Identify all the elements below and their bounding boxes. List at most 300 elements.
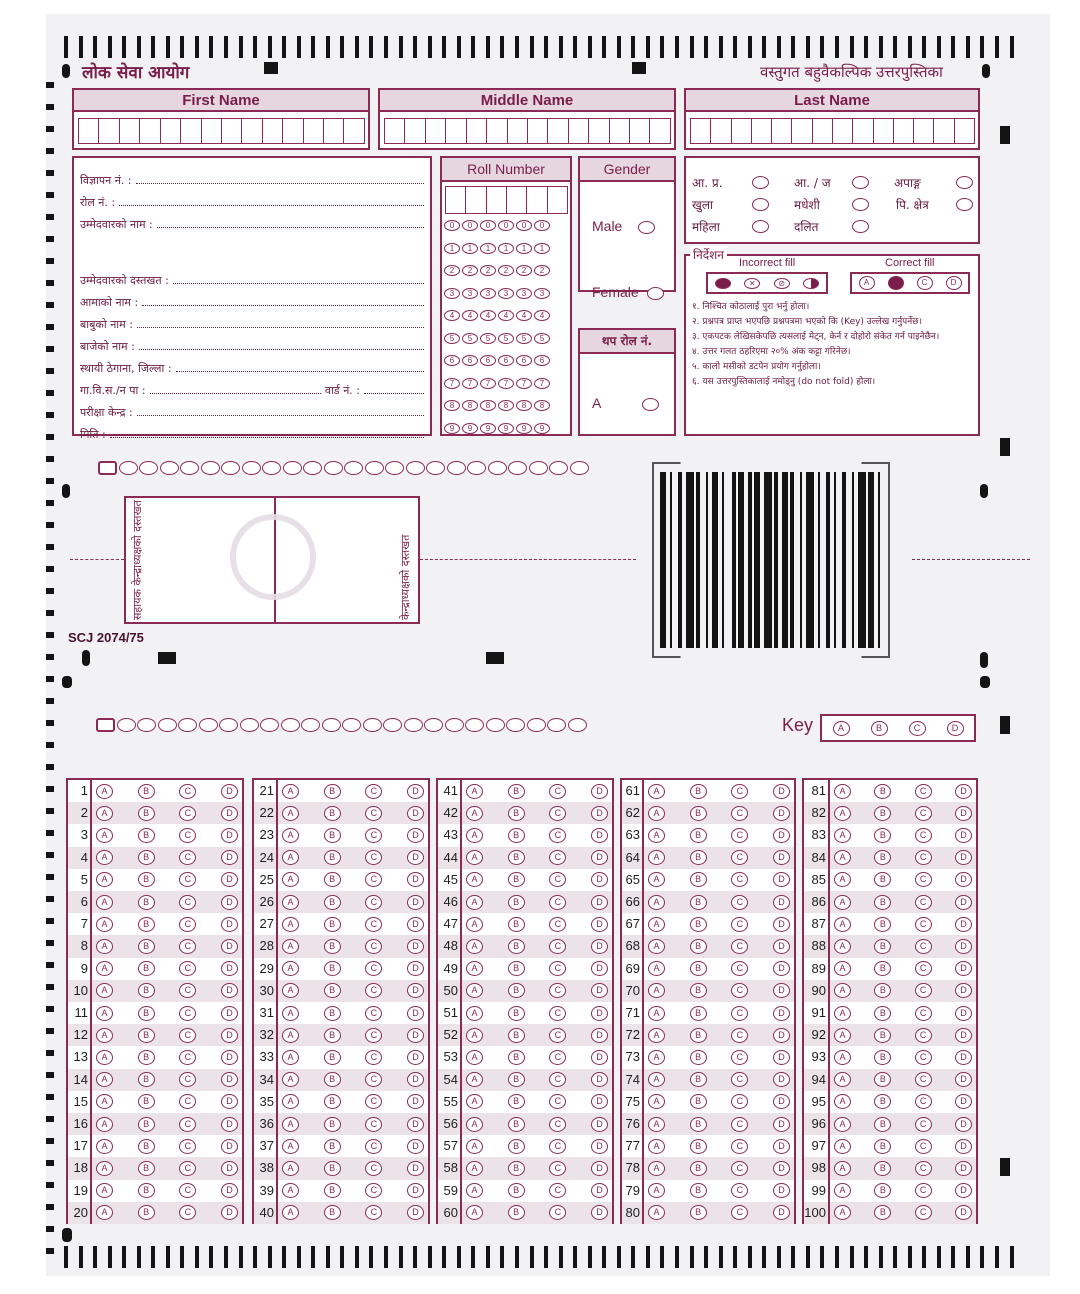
roll-digit-bubble[interactable]: 9 bbox=[444, 423, 460, 434]
answer-bubble-d[interactable]: D bbox=[773, 983, 790, 998]
answer-bubble-c[interactable]: C bbox=[549, 1117, 566, 1132]
roll-digit-bubble[interactable]: 1 bbox=[480, 243, 496, 254]
answer-bubble-b[interactable]: B bbox=[508, 1094, 525, 1109]
roll-digit-bubble[interactable]: 3 bbox=[534, 288, 550, 299]
answer-bubble-d[interactable]: D bbox=[955, 939, 972, 954]
answer-bubble-c[interactable]: C bbox=[731, 939, 748, 954]
answer-bubble-c[interactable]: C bbox=[549, 1050, 566, 1065]
form-field-line[interactable] bbox=[119, 205, 424, 206]
form-field-line[interactable] bbox=[137, 327, 424, 328]
answer-bubble-a[interactable]: A bbox=[466, 1117, 483, 1132]
answer-bubble-d[interactable]: D bbox=[773, 872, 790, 887]
roll-digit-bubble[interactable]: 7 bbox=[534, 378, 550, 389]
answer-bubble-b[interactable]: B bbox=[690, 1205, 707, 1220]
answer-bubble-b[interactable]: B bbox=[508, 939, 525, 954]
answer-bubble-a[interactable]: A bbox=[282, 917, 299, 932]
answer-bubble-b[interactable]: B bbox=[874, 895, 891, 910]
answer-bubble-d[interactable]: D bbox=[955, 983, 972, 998]
answer-bubble-c[interactable]: C bbox=[549, 784, 566, 799]
answer-bubble-d[interactable]: D bbox=[407, 1183, 424, 1198]
answer-bubble-b[interactable]: B bbox=[324, 939, 341, 954]
answer-bubble-a[interactable]: A bbox=[282, 1205, 299, 1220]
answer-bubble-c[interactable]: C bbox=[731, 806, 748, 821]
answer-bubble-c[interactable]: C bbox=[179, 961, 196, 976]
answer-bubble-a[interactable]: A bbox=[96, 806, 113, 821]
serial-bubble[interactable] bbox=[404, 718, 423, 732]
answer-bubble-b[interactable]: B bbox=[324, 895, 341, 910]
roll-number-cells[interactable] bbox=[442, 182, 570, 214]
answer-bubble-b[interactable]: B bbox=[138, 784, 155, 799]
answer-bubble-d[interactable]: D bbox=[955, 1205, 972, 1220]
answer-bubble-b[interactable]: B bbox=[324, 784, 341, 799]
roll-digit-bubble[interactable]: 3 bbox=[480, 288, 496, 299]
answer-bubble-c[interactable]: C bbox=[365, 1161, 382, 1176]
answer-bubble-a[interactable]: A bbox=[282, 1117, 299, 1132]
answer-bubble-c[interactable]: C bbox=[365, 806, 382, 821]
serial-bubble[interactable] bbox=[283, 461, 302, 475]
answer-bubble-d[interactable]: D bbox=[221, 1183, 238, 1198]
answer-bubble-c[interactable]: C bbox=[549, 1028, 566, 1043]
roll-digit-cell[interactable] bbox=[547, 186, 569, 214]
answer-bubble-a[interactable]: A bbox=[96, 1050, 113, 1065]
answer-bubble-c[interactable]: C bbox=[179, 1205, 196, 1220]
answer-bubble-d[interactable]: D bbox=[955, 1072, 972, 1087]
answer-bubble-c[interactable]: C bbox=[915, 939, 932, 954]
gender-male[interactable] bbox=[592, 218, 655, 234]
name-letter-cell[interactable] bbox=[588, 118, 610, 144]
name-letter-cell[interactable] bbox=[282, 118, 304, 144]
answer-bubble-d[interactable]: D bbox=[407, 1006, 424, 1021]
name-letter-cell[interactable] bbox=[78, 118, 100, 144]
roll-digit-bubble[interactable]: 6 bbox=[444, 355, 460, 366]
answer-bubble-b[interactable]: B bbox=[508, 917, 525, 932]
answer-bubble-b[interactable]: B bbox=[138, 850, 155, 865]
gender-male-bubble[interactable] bbox=[638, 221, 655, 234]
name-letter-cell[interactable] bbox=[527, 118, 549, 144]
serial-bubble[interactable] bbox=[445, 718, 464, 732]
answer-bubble-b[interactable]: B bbox=[874, 1006, 891, 1021]
serial-bubble[interactable] bbox=[486, 718, 505, 732]
answer-bubble-b[interactable]: B bbox=[874, 939, 891, 954]
answer-bubble-c[interactable]: C bbox=[549, 939, 566, 954]
answer-bubble-a[interactable]: A bbox=[282, 1050, 299, 1065]
answer-bubble-d[interactable]: D bbox=[407, 784, 424, 799]
serial-bubble[interactable] bbox=[242, 461, 261, 475]
answer-bubble-b[interactable]: B bbox=[324, 850, 341, 865]
key-option-bubble[interactable]: B bbox=[871, 721, 888, 736]
answer-bubble-c[interactable]: C bbox=[365, 1117, 382, 1132]
answer-bubble-b[interactable]: B bbox=[324, 1050, 341, 1065]
answer-bubble-a[interactable]: A bbox=[96, 1139, 113, 1154]
roll-digit-bubble[interactable]: 1 bbox=[498, 243, 514, 254]
name-letter-cell[interactable] bbox=[690, 118, 712, 144]
answer-bubble-a[interactable]: A bbox=[466, 1006, 483, 1021]
answer-bubble-a[interactable]: A bbox=[466, 784, 483, 799]
serial-bubble[interactable] bbox=[96, 718, 115, 732]
answer-bubble-a[interactable]: A bbox=[96, 1072, 113, 1087]
answer-bubble-d[interactable]: D bbox=[773, 828, 790, 843]
answer-bubble-a[interactable]: A bbox=[282, 1006, 299, 1021]
last-name-cells[interactable] bbox=[686, 112, 978, 144]
answer-bubble-a[interactable]: A bbox=[282, 828, 299, 843]
answer-bubble-c[interactable]: C bbox=[179, 784, 196, 799]
answer-bubble-b[interactable]: B bbox=[138, 872, 155, 887]
first-name-cells[interactable] bbox=[74, 112, 368, 144]
name-letter-cell[interactable] bbox=[486, 118, 508, 144]
gender-female[interactable] bbox=[592, 284, 664, 300]
answer-bubble-b[interactable]: B bbox=[138, 1139, 155, 1154]
answer-bubble-d[interactable]: D bbox=[591, 1094, 608, 1109]
roll-digit-bubble[interactable]: 8 bbox=[516, 400, 532, 411]
serial-bubble[interactable] bbox=[529, 461, 548, 475]
answer-bubble-d[interactable]: D bbox=[407, 1117, 424, 1132]
answer-bubble-c[interactable]: C bbox=[365, 983, 382, 998]
answer-bubble-b[interactable]: B bbox=[138, 1094, 155, 1109]
answer-bubble-d[interactable]: D bbox=[407, 1139, 424, 1154]
roll-digit-bubble[interactable]: 4 bbox=[498, 310, 514, 321]
answer-bubble-b[interactable]: B bbox=[690, 895, 707, 910]
category-bubble[interactable] bbox=[956, 198, 973, 211]
answer-bubble-d[interactable]: D bbox=[773, 1117, 790, 1132]
answer-bubble-a[interactable]: A bbox=[648, 784, 665, 799]
answer-bubble-d[interactable]: D bbox=[221, 1050, 238, 1065]
answer-bubble-b[interactable]: B bbox=[874, 1028, 891, 1043]
answer-bubble-b[interactable]: B bbox=[874, 1139, 891, 1154]
answer-bubble-d[interactable]: D bbox=[773, 1028, 790, 1043]
answer-bubble-b[interactable]: B bbox=[874, 1205, 891, 1220]
answer-bubble-d[interactable]: D bbox=[407, 850, 424, 865]
answer-bubble-c[interactable]: C bbox=[179, 850, 196, 865]
answer-bubble-d[interactable]: D bbox=[591, 1183, 608, 1198]
answer-bubble-d[interactable]: D bbox=[773, 1094, 790, 1109]
answer-bubble-c[interactable]: C bbox=[731, 850, 748, 865]
answer-bubble-c[interactable]: C bbox=[365, 872, 382, 887]
answer-bubble-c[interactable]: C bbox=[731, 1183, 748, 1198]
answer-bubble-d[interactable]: D bbox=[221, 1205, 238, 1220]
answer-bubble-c[interactable]: C bbox=[365, 1205, 382, 1220]
answer-bubble-a[interactable]: A bbox=[466, 895, 483, 910]
answer-bubble-a[interactable]: A bbox=[834, 1139, 851, 1154]
answer-bubble-b[interactable]: B bbox=[508, 1205, 525, 1220]
key-option-bubble[interactable]: C bbox=[909, 721, 926, 736]
answer-bubble-b[interactable]: B bbox=[874, 828, 891, 843]
answer-bubble-c[interactable]: C bbox=[915, 784, 932, 799]
answer-bubble-a[interactable]: A bbox=[648, 895, 665, 910]
answer-bubble-b[interactable]: B bbox=[690, 828, 707, 843]
answer-bubble-d[interactable]: D bbox=[955, 850, 972, 865]
answer-bubble-c[interactable]: C bbox=[179, 872, 196, 887]
category-bubble[interactable] bbox=[852, 198, 869, 211]
roll-digit-bubble[interactable]: 7 bbox=[516, 378, 532, 389]
answer-bubble-b[interactable]: B bbox=[874, 1117, 891, 1132]
answer-bubble-c[interactable]: C bbox=[365, 850, 382, 865]
answer-bubble-a[interactable]: A bbox=[96, 850, 113, 865]
answer-bubble-b[interactable]: B bbox=[138, 1161, 155, 1176]
answer-bubble-d[interactable]: D bbox=[221, 895, 238, 910]
answer-bubble-b[interactable]: B bbox=[138, 1205, 155, 1220]
serial-bubble[interactable] bbox=[363, 718, 382, 732]
answer-bubble-a[interactable]: A bbox=[648, 983, 665, 998]
answer-bubble-b[interactable]: B bbox=[138, 895, 155, 910]
name-letter-cell[interactable] bbox=[873, 118, 895, 144]
answer-bubble-b[interactable]: B bbox=[324, 1072, 341, 1087]
roll-digit-bubble[interactable]: 7 bbox=[480, 378, 496, 389]
answer-bubble-b[interactable]: B bbox=[874, 1183, 891, 1198]
roll-digit-bubble[interactable]: 8 bbox=[444, 400, 460, 411]
serial-bubble[interactable] bbox=[467, 461, 486, 475]
answer-bubble-c[interactable]: C bbox=[365, 961, 382, 976]
answer-bubble-d[interactable]: D bbox=[773, 1161, 790, 1176]
answer-bubble-a[interactable]: A bbox=[96, 917, 113, 932]
answer-bubble-a[interactable]: A bbox=[648, 1050, 665, 1065]
roll-digit-bubble[interactable]: 8 bbox=[462, 400, 478, 411]
answer-bubble-d[interactable]: D bbox=[591, 961, 608, 976]
answer-bubble-c[interactable]: C bbox=[365, 828, 382, 843]
name-letter-cell[interactable] bbox=[201, 118, 223, 144]
roll-digit-bubble[interactable]: 2 bbox=[462, 265, 478, 276]
form-field-line[interactable] bbox=[136, 183, 424, 184]
answer-bubble-a[interactable]: A bbox=[466, 1072, 483, 1087]
answer-bubble-a[interactable]: A bbox=[466, 828, 483, 843]
answer-bubble-d[interactable]: D bbox=[955, 1050, 972, 1065]
name-letter-cell[interactable] bbox=[343, 118, 365, 144]
answer-bubble-a[interactable]: A bbox=[282, 806, 299, 821]
serial-bubble[interactable] bbox=[262, 461, 281, 475]
roll-digit-bubble[interactable]: 1 bbox=[462, 243, 478, 254]
roll-digit-bubble[interactable]: 3 bbox=[462, 288, 478, 299]
answer-bubble-b[interactable]: B bbox=[690, 1139, 707, 1154]
roll-digit-bubble[interactable]: 2 bbox=[534, 265, 550, 276]
answer-bubble-c[interactable]: C bbox=[179, 1028, 196, 1043]
category-bubble[interactable] bbox=[752, 198, 769, 211]
answer-bubble-a[interactable]: A bbox=[466, 806, 483, 821]
answer-bubble-c[interactable]: C bbox=[365, 1094, 382, 1109]
answer-bubble-d[interactable]: D bbox=[591, 1072, 608, 1087]
name-letter-cell[interactable] bbox=[466, 118, 488, 144]
answer-bubble-d[interactable]: D bbox=[773, 1183, 790, 1198]
roll-digit-bubble[interactable]: 4 bbox=[480, 310, 496, 321]
roll-digit-bubble[interactable]: 1 bbox=[516, 243, 532, 254]
answer-bubble-c[interactable]: C bbox=[179, 1117, 196, 1132]
answer-bubble-a[interactable]: A bbox=[648, 917, 665, 932]
answer-bubble-c[interactable]: C bbox=[179, 939, 196, 954]
answer-bubble-a[interactable]: A bbox=[834, 917, 851, 932]
serial-bubble[interactable] bbox=[342, 718, 361, 732]
answer-bubble-d[interactable]: D bbox=[591, 806, 608, 821]
answer-bubble-a[interactable]: A bbox=[648, 1139, 665, 1154]
answer-bubble-d[interactable]: D bbox=[407, 828, 424, 843]
serial-bubble[interactable] bbox=[424, 718, 443, 732]
answer-bubble-d[interactable]: D bbox=[221, 1161, 238, 1176]
ward-line[interactable] bbox=[364, 393, 424, 394]
answer-bubble-b[interactable]: B bbox=[508, 784, 525, 799]
answer-bubble-c[interactable]: C bbox=[915, 1117, 932, 1132]
serial-bubble[interactable] bbox=[221, 461, 240, 475]
answer-bubble-c[interactable]: C bbox=[915, 1205, 932, 1220]
answer-bubble-a[interactable]: A bbox=[96, 895, 113, 910]
gender-female-bubble[interactable] bbox=[647, 287, 664, 300]
roll-digit-bubble[interactable]: 0 bbox=[516, 220, 532, 231]
answer-bubble-c[interactable]: C bbox=[915, 1161, 932, 1176]
answer-bubble-d[interactable]: D bbox=[221, 1028, 238, 1043]
answer-bubble-d[interactable]: D bbox=[591, 1006, 608, 1021]
roll-digit-cell[interactable] bbox=[445, 186, 467, 214]
answer-bubble-a[interactable]: A bbox=[282, 895, 299, 910]
answer-bubble-c[interactable]: C bbox=[731, 828, 748, 843]
answer-bubble-a[interactable]: A bbox=[834, 1094, 851, 1109]
answer-bubble-c[interactable]: C bbox=[915, 1028, 932, 1043]
name-letter-cell[interactable] bbox=[241, 118, 263, 144]
name-letter-cell[interactable] bbox=[568, 118, 590, 144]
answer-bubble-d[interactable]: D bbox=[591, 1050, 608, 1065]
answer-bubble-c[interactable]: C bbox=[915, 806, 932, 821]
roll-digit-bubble[interactable]: 3 bbox=[498, 288, 514, 299]
category-bubble[interactable] bbox=[752, 176, 769, 189]
answer-bubble-b[interactable]: B bbox=[508, 850, 525, 865]
answer-bubble-d[interactable]: D bbox=[591, 895, 608, 910]
answer-bubble-c[interactable]: C bbox=[915, 1139, 932, 1154]
answer-bubble-d[interactable]: D bbox=[955, 1161, 972, 1176]
answer-bubble-a[interactable]: A bbox=[282, 850, 299, 865]
answer-bubble-b[interactable]: B bbox=[508, 806, 525, 821]
answer-bubble-d[interactable]: D bbox=[407, 983, 424, 998]
answer-bubble-b[interactable]: B bbox=[138, 1117, 155, 1132]
answer-bubble-c[interactable]: C bbox=[915, 1072, 932, 1087]
category-bubble[interactable] bbox=[852, 176, 869, 189]
answer-bubble-d[interactable]: D bbox=[407, 1050, 424, 1065]
name-letter-cell[interactable] bbox=[710, 118, 732, 144]
answer-bubble-b[interactable]: B bbox=[324, 1139, 341, 1154]
answer-bubble-c[interactable]: C bbox=[915, 983, 932, 998]
middle-name-cells[interactable] bbox=[380, 112, 674, 144]
answer-bubble-b[interactable]: B bbox=[324, 961, 341, 976]
answer-bubble-c[interactable]: C bbox=[365, 917, 382, 932]
answer-bubble-c[interactable]: C bbox=[549, 895, 566, 910]
answer-bubble-c[interactable]: C bbox=[179, 1161, 196, 1176]
roll-digit-bubble[interactable]: 5 bbox=[444, 333, 460, 344]
answer-bubble-c[interactable]: C bbox=[731, 1028, 748, 1043]
answer-bubble-a[interactable]: A bbox=[834, 1006, 851, 1021]
answer-bubble-d[interactable]: D bbox=[221, 850, 238, 865]
key-option-bubble[interactable]: A bbox=[833, 721, 850, 736]
answer-bubble-a[interactable]: A bbox=[466, 1050, 483, 1065]
answer-bubble-d[interactable]: D bbox=[591, 1117, 608, 1132]
serial-bubble[interactable] bbox=[98, 461, 117, 475]
answer-bubble-b[interactable]: B bbox=[690, 983, 707, 998]
answer-bubble-a[interactable]: A bbox=[282, 1028, 299, 1043]
answer-bubble-d[interactable]: D bbox=[221, 828, 238, 843]
answer-bubble-b[interactable]: B bbox=[690, 1006, 707, 1021]
serial-bubble[interactable] bbox=[117, 718, 136, 732]
answer-bubble-c[interactable]: C bbox=[549, 806, 566, 821]
answer-bubble-a[interactable]: A bbox=[834, 983, 851, 998]
serial-bubble[interactable] bbox=[281, 718, 300, 732]
answer-bubble-d[interactable]: D bbox=[407, 806, 424, 821]
name-letter-cell[interactable] bbox=[98, 118, 120, 144]
answer-bubble-a[interactable]: A bbox=[466, 1205, 483, 1220]
roll-digit-bubble[interactable]: 7 bbox=[462, 378, 478, 389]
category-bubble[interactable] bbox=[956, 176, 973, 189]
answer-bubble-c[interactable]: C bbox=[365, 1139, 382, 1154]
answer-bubble-b[interactable]: B bbox=[138, 828, 155, 843]
answer-bubble-a[interactable]: A bbox=[282, 983, 299, 998]
answer-bubble-c[interactable]: C bbox=[365, 784, 382, 799]
answer-bubble-c[interactable]: C bbox=[915, 850, 932, 865]
name-letter-cell[interactable] bbox=[791, 118, 813, 144]
answer-bubble-b[interactable]: B bbox=[508, 983, 525, 998]
answer-bubble-a[interactable]: A bbox=[648, 828, 665, 843]
roll-digit-bubble[interactable]: 6 bbox=[480, 355, 496, 366]
answer-bubble-b[interactable]: B bbox=[508, 1006, 525, 1021]
answer-bubble-d[interactable]: D bbox=[773, 806, 790, 821]
roll-digit-bubble[interactable]: 8 bbox=[498, 400, 514, 411]
answer-bubble-a[interactable]: A bbox=[834, 895, 851, 910]
serial-bubble[interactable] bbox=[465, 718, 484, 732]
answer-bubble-d[interactable]: D bbox=[955, 1006, 972, 1021]
answer-bubble-d[interactable]: D bbox=[591, 1139, 608, 1154]
name-letter-cell[interactable] bbox=[913, 118, 935, 144]
roll-digit-bubble[interactable]: 7 bbox=[444, 378, 460, 389]
answer-bubble-b[interactable]: B bbox=[324, 1028, 341, 1043]
answer-bubble-d[interactable]: D bbox=[955, 1094, 972, 1109]
answer-bubble-c[interactable]: C bbox=[179, 1072, 196, 1087]
answer-bubble-a[interactable]: A bbox=[648, 850, 665, 865]
serial-bubble[interactable] bbox=[158, 718, 177, 732]
answer-bubble-a[interactable]: A bbox=[834, 1050, 851, 1065]
answer-bubble-d[interactable]: D bbox=[221, 1094, 238, 1109]
answer-bubble-c[interactable]: C bbox=[731, 1117, 748, 1132]
answer-bubble-c[interactable]: C bbox=[179, 1006, 196, 1021]
answer-bubble-d[interactable]: D bbox=[773, 939, 790, 954]
answer-bubble-b[interactable]: B bbox=[690, 1072, 707, 1087]
serial-bubble[interactable] bbox=[301, 718, 320, 732]
roll-digit-bubble[interactable]: 8 bbox=[480, 400, 496, 411]
answer-bubble-b[interactable]: B bbox=[138, 917, 155, 932]
answer-bubble-a[interactable]: A bbox=[96, 1183, 113, 1198]
form-field-line[interactable] bbox=[157, 227, 424, 228]
answer-bubble-b[interactable]: B bbox=[874, 1072, 891, 1087]
answer-bubble-a[interactable]: A bbox=[96, 1006, 113, 1021]
roll-digit-bubble[interactable]: 9 bbox=[534, 423, 550, 434]
form-field-line[interactable] bbox=[142, 305, 424, 306]
answer-bubble-a[interactable]: A bbox=[466, 1161, 483, 1176]
answer-bubble-b[interactable]: B bbox=[508, 1161, 525, 1176]
answer-bubble-b[interactable]: B bbox=[874, 1161, 891, 1176]
answer-bubble-a[interactable]: A bbox=[96, 784, 113, 799]
answer-bubble-c[interactable]: C bbox=[365, 895, 382, 910]
answer-bubble-b[interactable]: B bbox=[874, 872, 891, 887]
answer-bubble-d[interactable]: D bbox=[407, 1094, 424, 1109]
answer-bubble-d[interactable]: D bbox=[221, 1006, 238, 1021]
answer-bubble-d[interactable]: D bbox=[591, 917, 608, 932]
key-option-bubble[interactable]: D bbox=[947, 721, 964, 736]
answer-bubble-b[interactable]: B bbox=[138, 961, 155, 976]
roll-digit-bubble[interactable]: 9 bbox=[462, 423, 478, 434]
answer-bubble-b[interactable]: B bbox=[690, 1183, 707, 1198]
answer-bubble-a[interactable]: A bbox=[466, 850, 483, 865]
serial-bubble[interactable] bbox=[137, 718, 156, 732]
serial-bubble[interactable] bbox=[365, 461, 384, 475]
roll-digit-cell[interactable] bbox=[465, 186, 487, 214]
roll-digit-bubble[interactable]: 4 bbox=[462, 310, 478, 321]
answer-bubble-d[interactable]: D bbox=[773, 895, 790, 910]
name-letter-cell[interactable] bbox=[139, 118, 161, 144]
roll-digit-bubble[interactable]: 6 bbox=[462, 355, 478, 366]
answer-bubble-a[interactable]: A bbox=[834, 1161, 851, 1176]
serial-bubble[interactable] bbox=[383, 718, 402, 732]
answer-bubble-b[interactable]: B bbox=[508, 1072, 525, 1087]
answer-bubble-b[interactable]: B bbox=[324, 806, 341, 821]
